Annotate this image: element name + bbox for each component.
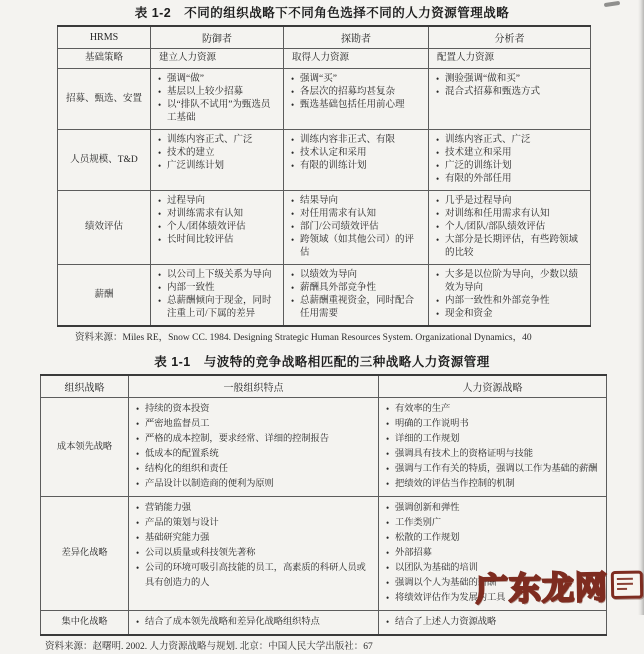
bullet-item: • 内部一致性和外部竞争性 — [435, 295, 582, 308]
bullet-item: • 严密地监督员工 — [135, 417, 370, 432]
table-cell — [151, 265, 284, 327]
table-cell — [129, 398, 379, 497]
bullet-item: • 大多是以位阶为导向，少数以绩效为导向 — [435, 269, 582, 295]
bullet-item: • 工作类别广 — [385, 516, 598, 531]
bullet-item: • 松散的工作规划 — [385, 531, 598, 546]
table-cell — [429, 69, 591, 130]
table-cell — [151, 69, 284, 130]
bullet-item: • 训练内容正式、广泛 — [157, 134, 275, 147]
column-header: 人力资源战略 — [379, 375, 607, 398]
table-1-2-header — [58, 26, 591, 49]
table-cell: 建立人力资源 — [151, 49, 284, 69]
bullet-item: • 将绩效评估作为发展的工具 — [385, 591, 598, 606]
bullet-item: • 跨领域（如其他公司）的评估 — [290, 234, 420, 260]
bullet-item: • 强调以个人为基础的薪酬 — [385, 576, 598, 591]
column-header: 组织战略 — [41, 375, 129, 398]
bullet-item: • 公司的环境可吸引高技能的员工，高素质的科研人员或具有创造力的人 — [135, 561, 370, 591]
row-label: 基础策略 — [58, 49, 151, 69]
bullet-item: • 广泛训练计划 — [157, 160, 275, 173]
table-cell — [151, 191, 284, 265]
bullet-item: • 以公司上下级关系为导向 — [157, 269, 275, 282]
bullet-item: • 强调创新和弹性 — [385, 501, 598, 516]
bullet-item: • 基础研究能力强 — [135, 531, 370, 546]
bullet-item: • 有限的外部任用 — [435, 173, 582, 186]
bullet-item: • 产品设计以制造商的便利为原则 — [135, 477, 370, 492]
bullet-item: • 把绩效的评估当作控制的机制 — [385, 477, 598, 492]
table-row — [58, 265, 591, 327]
bullet-item: • 基层以上较少招募 — [157, 86, 275, 99]
bullet-item: • 技术建立和采用 — [435, 147, 582, 160]
bullet-item: • 结合了上述人力资源战略 — [385, 615, 598, 630]
bullet-item: • 现金和资金 — [435, 308, 582, 321]
bullet-item: • 对训练和任用需求有认知 — [435, 208, 582, 221]
bullet-item: • 训练内容正式、广泛 — [435, 134, 582, 147]
row-label: 招募、甄选、安置 — [58, 69, 151, 130]
table-1-2-body — [58, 49, 591, 327]
bullet-item: • 对训练需求有认知 — [157, 208, 275, 221]
bullet-item: • 技术认定和采用 — [290, 147, 420, 160]
bullet-item: • 外部招募 — [385, 546, 598, 561]
bullet-item: • 明确的工作说明书 — [385, 417, 598, 432]
bullet-item: • 各层次的招募均甚复杂 — [290, 86, 420, 99]
table-cell — [129, 611, 379, 636]
bullet-item: • 低成本的配置系统 — [135, 447, 370, 462]
table-cell — [429, 265, 591, 327]
table-1-2 — [57, 25, 591, 327]
table-cell — [379, 611, 607, 636]
bullet-item: • 公司以质量或科技领先著称 — [135, 546, 370, 561]
column-header: HRMS — [58, 26, 151, 49]
column-header: 一般组织特点 — [129, 375, 379, 398]
bullet-item: • 混合式招募和甄选方式 — [435, 86, 582, 99]
table-row — [58, 49, 591, 69]
bullet-item: • 结构化的组织和责任 — [135, 462, 370, 477]
table-row — [58, 69, 591, 130]
table-1-1-header — [41, 375, 607, 398]
bullet-item: • 结果导向 — [290, 195, 420, 208]
watermark-text: 广东龙网 — [475, 569, 609, 608]
table-1-1-caption: 表 1-1 与波特的竞争战略相匹配的三种战略人力资源管理 — [154, 355, 490, 369]
bullet-item: • 详细的工作规划 — [385, 432, 598, 447]
bullet-item: • 甄选基础包括任用前心理 — [290, 99, 420, 112]
bullet-item: • 部门/公司绩效评估 — [290, 221, 420, 234]
table-1-1-source: 资料来源：赵曙明. 2002. 人力资源战略与规划. 北京：中国人民大学出版社：67 — [45, 642, 373, 652]
watermark-seal-icon — [611, 571, 643, 600]
watermark — [476, 562, 644, 611]
bullet-item: • 产品的策划与设计 — [135, 516, 370, 531]
bullet-item: • 强调具有技术上的资格证明与技能 — [385, 447, 598, 462]
row-label: 薪酬 — [58, 265, 151, 327]
bullet-item: • 测验强调“做和买” — [435, 73, 582, 86]
table-row — [41, 398, 607, 497]
bullet-item: • 个人/团队/部队绩效评估 — [435, 221, 582, 234]
header-row — [58, 26, 591, 49]
bullet-item: • 总薪酬重视资金，同时配合任用需要 — [290, 295, 420, 321]
bullet-item: • 内部一致性 — [157, 282, 275, 295]
table-row — [58, 130, 591, 191]
column-header: 防御者 — [151, 26, 284, 49]
bullet-item: • 有效率的生产 — [385, 402, 598, 417]
table-1-2-source: 资料来源：Miles RE，Snow CC. 1984. Designing Strategic Human Resources System. Organizational Dynamics，40 — [75, 333, 532, 343]
row-label: 人员规模、T&D — [58, 130, 151, 191]
column-header: 分析者 — [429, 26, 591, 49]
header-row — [41, 375, 607, 398]
table-cell: 取得人力资源 — [284, 49, 429, 69]
table-cell — [284, 130, 429, 191]
bullet-item: • 强调“买” — [290, 73, 420, 86]
table-cell — [429, 130, 591, 191]
table-cell — [129, 497, 379, 611]
bullet-item: • 强调与工作有关的特质，强调以工作为基础的薪酬 — [385, 462, 598, 477]
bullet-item: • 以“排队不试用”为甄选员工基础 — [157, 99, 275, 125]
bullet-item: • 对任用需求有认知 — [290, 208, 420, 221]
bullet-item: • 强调“做” — [157, 73, 275, 86]
bullet-item: • 有限的训练计划 — [290, 160, 420, 173]
row-label: 成本领先战略 — [41, 398, 129, 497]
bullet-item: • 个人/团体绩效评估 — [157, 221, 275, 234]
table-cell: 配置人力资源 — [429, 49, 591, 69]
row-label: 集中化战略 — [41, 611, 129, 636]
column-header: 探勘者 — [284, 26, 429, 49]
bullet-item: • 严格的成本控制，要求经常、详细的控制报告 — [135, 432, 370, 447]
table-row — [41, 611, 607, 636]
table-cell — [284, 69, 429, 130]
bullet-item: • 以团队为基础的培训 — [385, 561, 598, 576]
bullet-item: • 技术的建立 — [157, 147, 275, 160]
bullet-item: • 几乎是过程导向 — [435, 195, 582, 208]
bullet-item: • 持续的资本投资 — [135, 402, 370, 417]
bullet-item: • 长时间比较评估 — [157, 234, 275, 247]
table-cell — [379, 398, 607, 497]
bullet-item: • 以绩效为导向 — [290, 269, 420, 282]
bullet-item: • 总薪酬倾向于现金，同时注重上司/下属的差异 — [157, 295, 275, 321]
bullet-item: • 广泛的训练计划 — [435, 160, 582, 173]
bullet-item: • 过程导向 — [157, 195, 275, 208]
bullet-item: • 营销能力强 — [135, 501, 370, 516]
scan-edge-shadow — [638, 0, 644, 615]
bullet-item: • 结合了成本领先战略和差异化战略组织特点 — [135, 615, 370, 630]
bullet-item: • 训练内容非正式、有限 — [290, 134, 420, 147]
table-row — [58, 191, 591, 265]
table-1-2-caption: 表 1-2 不同的组织战略下不同角色选择不同的人力资源管理战略 — [134, 6, 510, 20]
bullet-item: • 大部分是长期评估，有些跨领域的比较 — [435, 234, 582, 260]
row-label: 绩效评估 — [58, 191, 151, 265]
table-cell — [429, 191, 591, 265]
table-cell — [284, 191, 429, 265]
row-label: 差异化战略 — [41, 497, 129, 611]
table-cell — [151, 130, 284, 191]
table-cell — [284, 265, 429, 327]
bullet-item: • 薪酬具外部竞争性 — [290, 282, 420, 295]
